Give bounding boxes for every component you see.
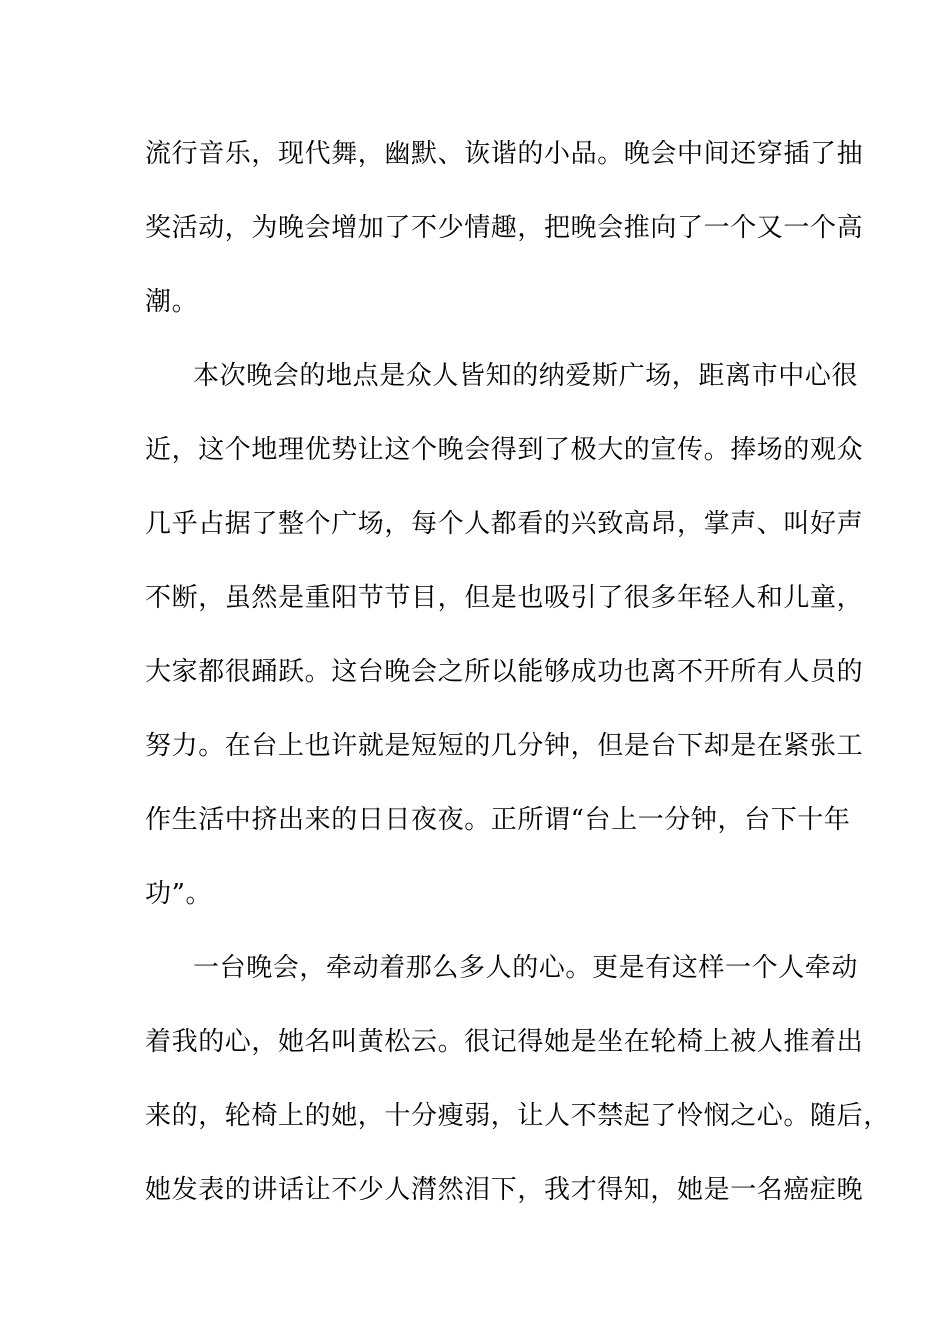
text-line: 她发表的讲话让不少人潸然泪下，我才得知，她是一名癌症晚: [145, 1175, 864, 1205]
text-line: 着我的心，她名叫黄松云。很记得她是坐在轮椅上被人推着出: [145, 1027, 864, 1057]
text-line: 近，这个地理优势让这个晚会得到了极大的宣传。捧场的观众: [145, 435, 864, 465]
text-line: 奖活动，为晚会增加了不少情趣，把晚会推向了一个又一个高: [145, 213, 864, 243]
text-line: 大家都很踊跃。这台晚会之所以能够成功也离不开所有人员的: [145, 657, 864, 687]
text-line: 来的，轮椅上的她，十分瘦弱，让人不禁起了怜悯之心。随后，: [145, 1101, 890, 1131]
text-line: 潮。: [145, 287, 199, 317]
text-line: 不断，虽然是重阳节节目，但是也吸引了很多年轻人和儿童，: [145, 583, 864, 613]
text-line: 作生活中挤出来的日日夜夜。正所谓“台上一分钟，台下十年: [145, 805, 851, 835]
text-line: 流行音乐，现代舞，幽默、诙谐的小品。晚会中间还穿插了抽: [145, 139, 864, 169]
paragraph-start-line: 一台晚会，牵动着那么多人的心。更是有这样一个人牵动: [193, 953, 859, 983]
text-line: 几乎占据了整个广场，每个人都看的兴致高昂，掌声、叫好声: [145, 509, 864, 539]
text-line: 努力。在台上也许就是短短的几分钟，但是台下却是在紧张工: [145, 731, 864, 761]
paragraph-start-line: 本次晚会的地点是众人皆知的纳爱斯广场，距离市中心很: [193, 361, 859, 391]
text-line: 功”。: [145, 879, 213, 909]
